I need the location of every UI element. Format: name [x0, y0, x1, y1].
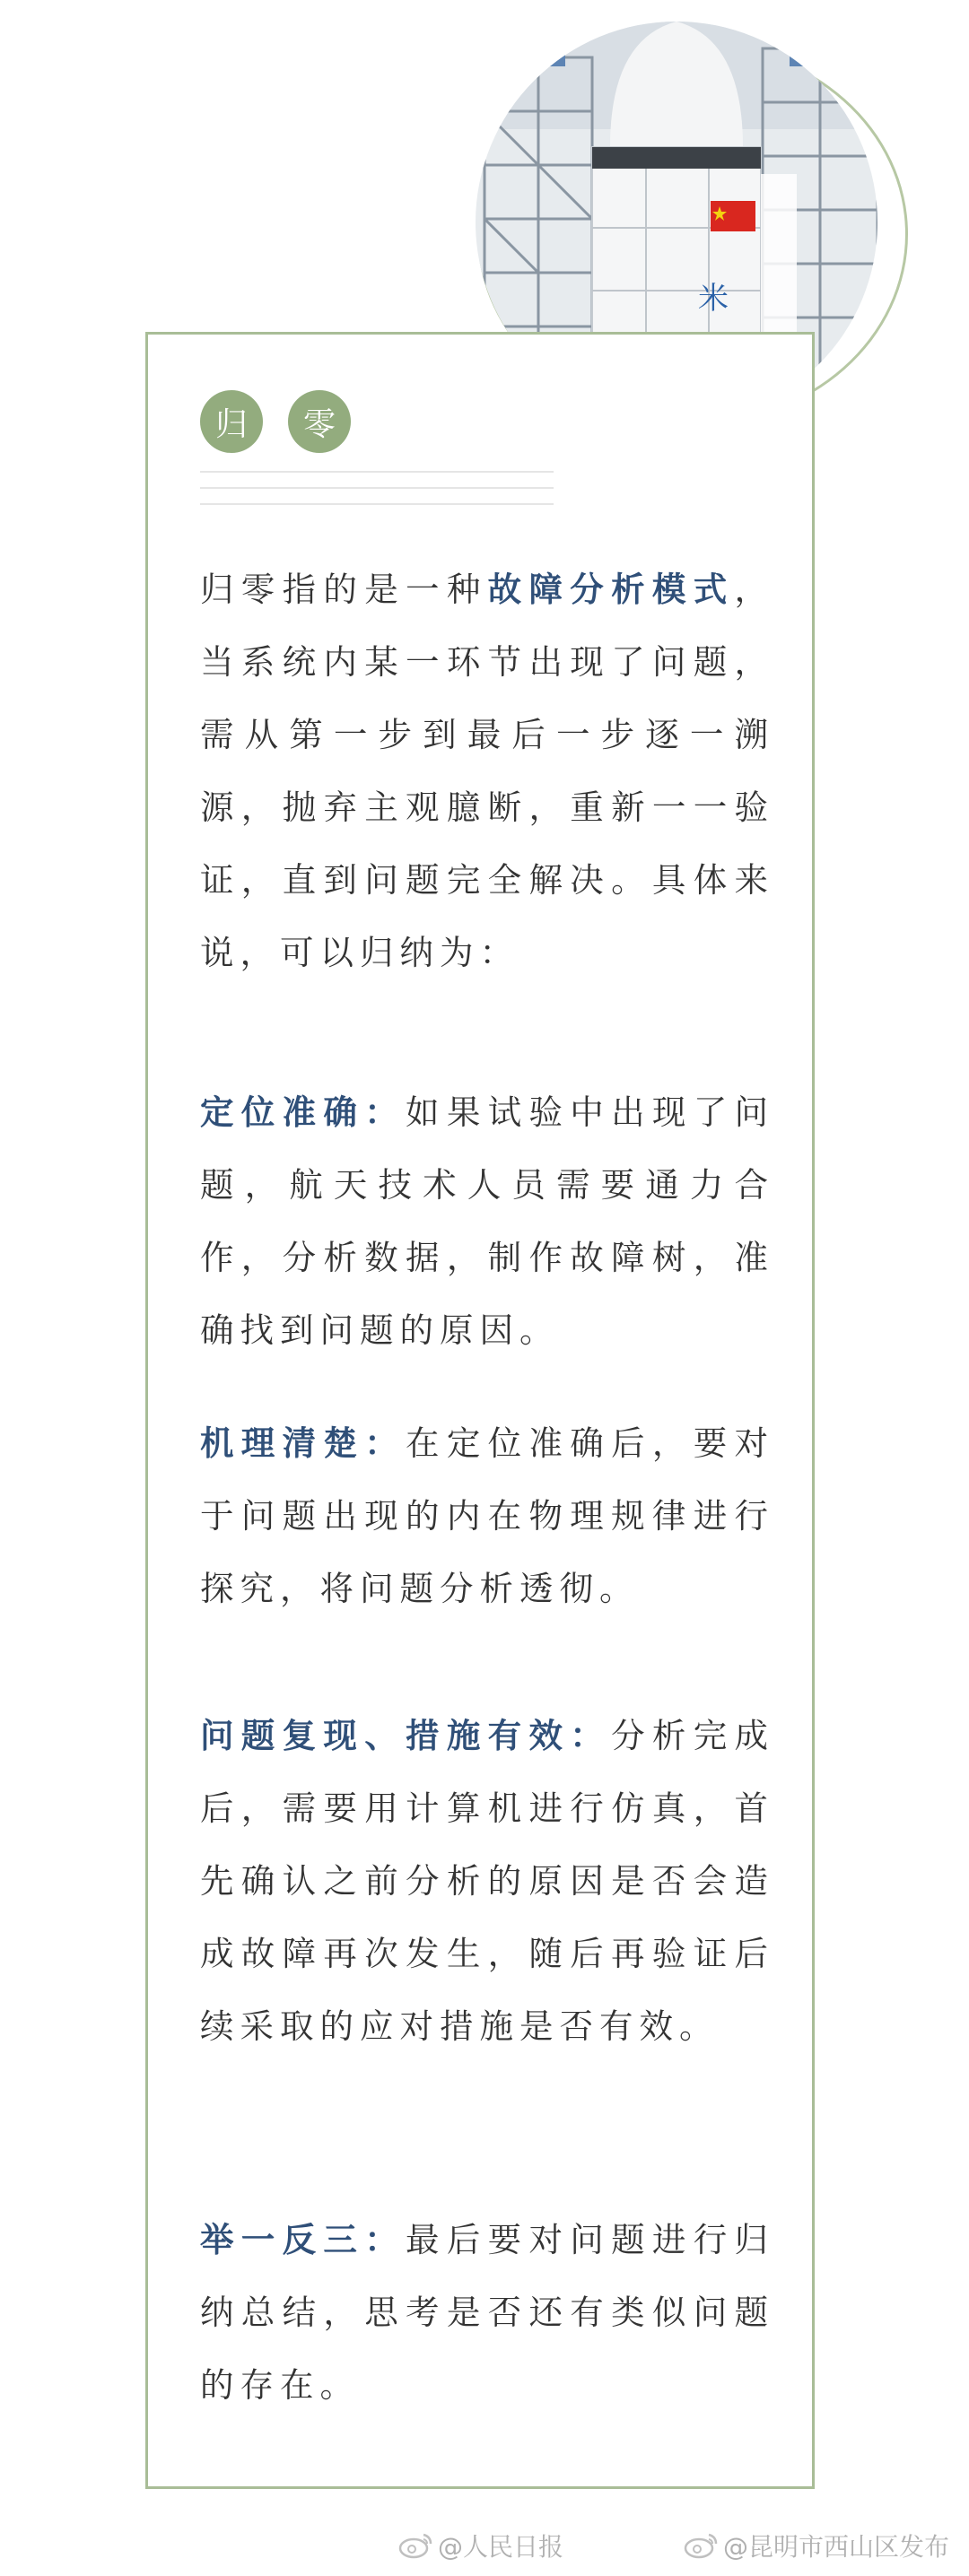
intro-text-rest: ，当系统内某一环节出现了问题，需从第一步到最后一步逐一溯源，抛弃主观臆断，重新一一验证，直到问题完全解决。具体来说，可以归纳为： — [200, 570, 775, 972]
credits — [0, 2528, 969, 2563]
credit-left — [398, 2528, 563, 2563]
content-card — [145, 332, 815, 2489]
locate-heading: 定位准确： — [200, 1092, 406, 1132]
intro-highlight: 故障分析模式 — [487, 570, 735, 609]
divider-line — [200, 503, 554, 505]
reproduce-heading: 问题复现、措施有效： — [200, 1716, 612, 1755]
infer-paragraph — [200, 2204, 774, 2422]
credit-right — [684, 2528, 949, 2563]
title-badge-2: 零 — [288, 390, 351, 453]
mechanism-heading: 机理清楚： — [200, 1423, 406, 1463]
mechanism-text: 在定位准确后，要对于问题出现的内在物理规律进行探究，将问题分析透彻。 — [200, 1423, 775, 1608]
title-badge-1: 归 — [200, 390, 263, 453]
infer-text: 最后要对问题进行归纳总结，思考是否还有类似问题的存在。 — [200, 2220, 775, 2405]
credit-right-text: @昆明市西山区发布 — [723, 2532, 950, 2562]
mechanism-paragraph — [200, 1407, 774, 1625]
infer-heading: 举一反三： — [200, 2220, 406, 2259]
svg-text:米: 米 — [698, 281, 729, 317]
intro-paragraph — [200, 553, 774, 989]
locate-paragraph — [200, 1076, 774, 1367]
divider-line — [200, 471, 554, 473]
weibo-icon — [398, 2531, 434, 2560]
locate-text: 如果试验中出现了问题，航天技术人员需要通力合作，分析数据，制作故障树，准确找到问题的原因。 — [200, 1092, 775, 1350]
divider-line — [200, 487, 554, 489]
weibo-icon — [684, 2531, 720, 2560]
reproduce-paragraph — [200, 1700, 774, 2063]
credit-left-text: @人民日报 — [438, 2532, 564, 2562]
section-title — [200, 390, 351, 453]
reproduce-text: 分析完成后，需要用计算机进行仿真，首先确认之前分析的原因是否会造成故障再次发生，随后再验证后续采取的应对措施是否有效。 — [200, 1716, 775, 2046]
intro-text: 归零指的是一种 — [200, 570, 488, 609]
